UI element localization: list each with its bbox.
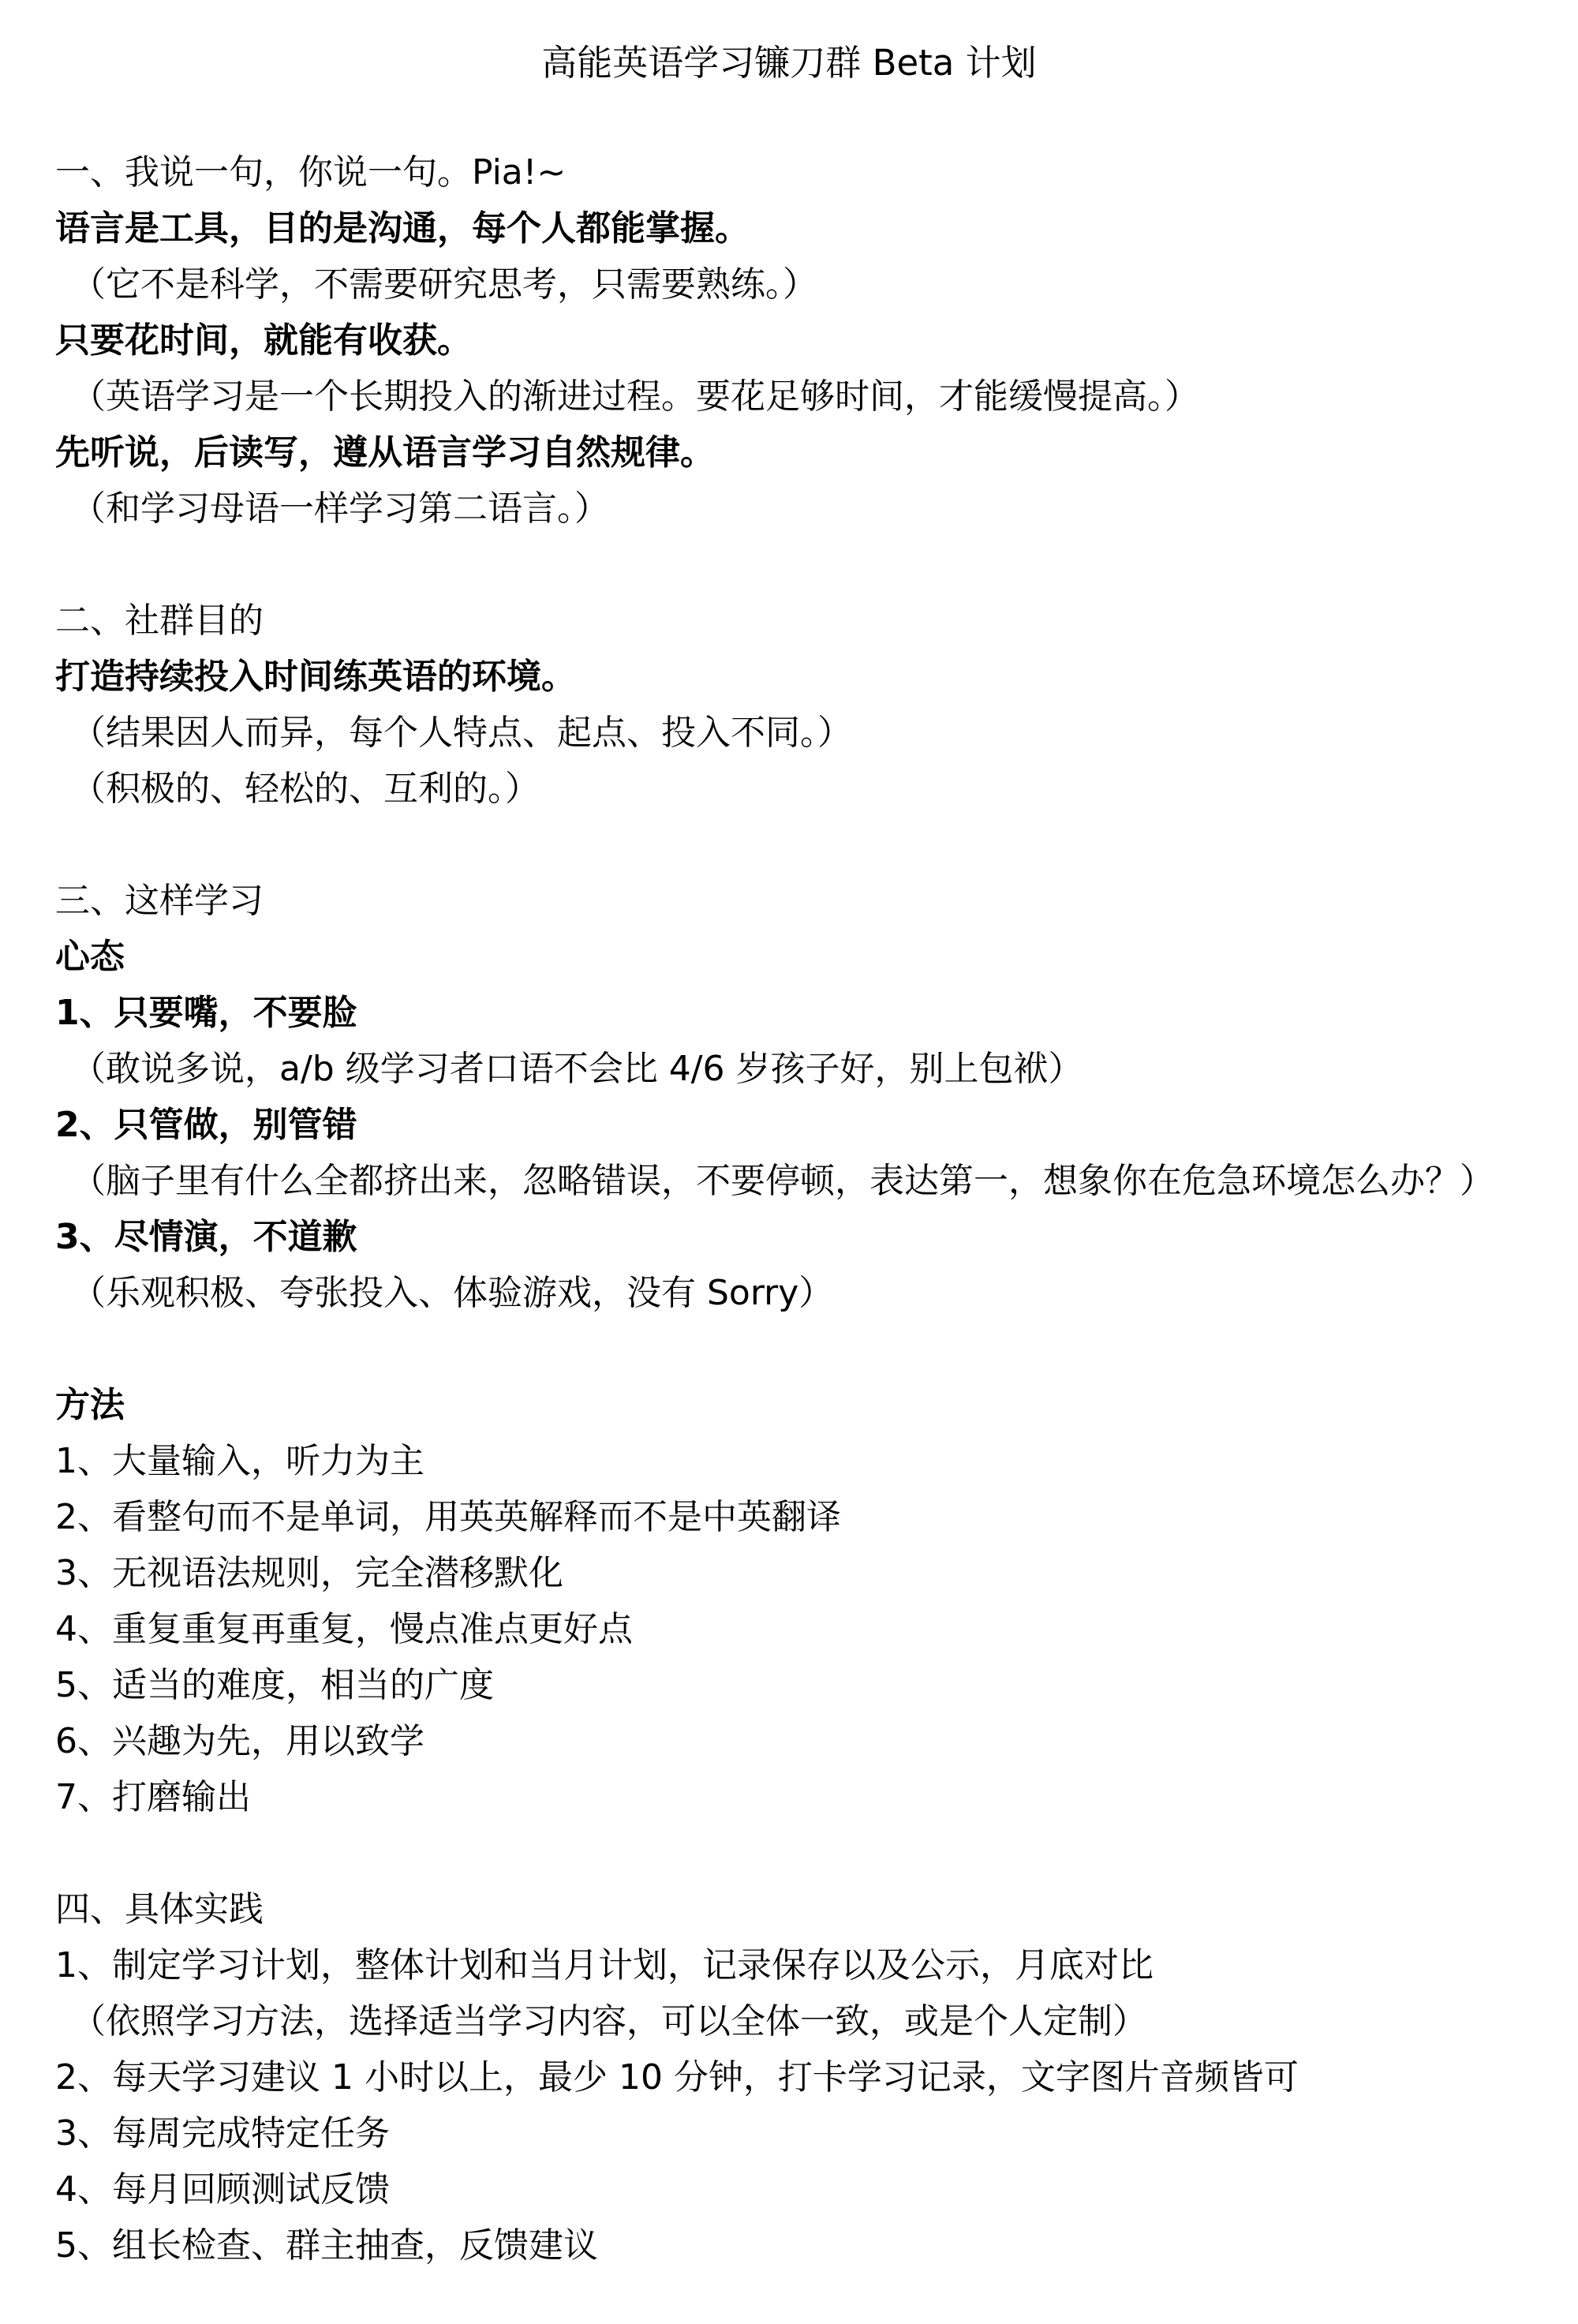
spacer — [55, 537, 1554, 593]
goal-note: （积极的、轻松的、互利的。） — [71, 769, 540, 809]
mindset-item: 1、只要嘴，不要脸 — [55, 993, 357, 1033]
practice-item: 1、制定学习计划，整体计划和当月计划，记录保存以及公示，月底对比 — [55, 1945, 1154, 1985]
goal-text: 打造持续投入时间练英语的环境。 — [55, 657, 576, 697]
practice-item: 4、每月回顾测试反馈 — [55, 2169, 390, 2210]
principle-text: 只要花时间，就能有收获。 — [55, 320, 472, 361]
principle-text: 语言是工具，目的是沟通，每个人都能掌握。 — [55, 208, 750, 249]
method-item: 5、适当的难度，相当的广度 — [55, 1665, 494, 1705]
section-heading: 三、这样学习 — [55, 881, 264, 921]
document-body — [55, 144, 1554, 2273]
goal-note: （结果因人而异，每个人特点、起点、投入不同。） — [71, 713, 852, 753]
spacer — [55, 1321, 1554, 1377]
method-item: 7、打磨输出 — [55, 1777, 251, 1817]
mindset-item: 3、尽情演，不道歉 — [55, 1217, 357, 1257]
practice-item: 2、每天学习建议 1 小时以上，最少 10 分钟，打卡学习记录，文字图片音频皆可 — [55, 2057, 1299, 2098]
method-item: 3、无视语法规则，完全潜移默化 — [55, 1553, 563, 1593]
section-heading: 四、具体实践 — [55, 1889, 264, 1929]
mindset-note: （乐观积极、夸张投入、体验游戏，没有 Sorry） — [71, 1273, 834, 1313]
principle-note: （它不是科学，不需要研究思考，只需要熟练。） — [71, 264, 817, 305]
method-heading: 方法 — [55, 1385, 125, 1425]
method-item: 4、重复重复再重复，慢点准点更好点 — [55, 1609, 633, 1649]
mindset-heading: 心态 — [55, 937, 125, 977]
method-item: 6、兴趣为先，用以致学 — [55, 1721, 424, 1761]
spacer — [55, 1825, 1554, 1881]
method-item: 1、大量输入，听力为主 — [55, 1441, 424, 1481]
practice-item: 3、每周完成特定任务 — [55, 2113, 390, 2154]
method-item: 2、看整句而不是单词，用英英解释而不是中英翻译 — [55, 1497, 841, 1537]
section-heading: 一、我说一句，你说一句。Pia!~ — [55, 152, 567, 193]
spacer — [55, 817, 1554, 873]
section-heading: 二、社群目的 — [55, 601, 264, 641]
practice-note: （依照学习方法，选择适当学习内容，可以全体一致，或是个人定制） — [71, 2001, 1147, 2041]
mindset-item: 2、只管做，别管错 — [55, 1105, 357, 1145]
mindset-note: （脑子里有什么全都挤出来，忽略错误，不要停顿，表达第一，想象你在危急环境怎么办？） — [71, 1161, 1494, 1201]
principle-text: 先听说，后读写，遵从语言学习自然规律。 — [55, 432, 715, 473]
practice-item: 5、组长检查、群主抽查，反馈建议 — [55, 2225, 598, 2266]
principle-note: （和学习母语一样学习第二语言。） — [71, 488, 609, 529]
principle-note: （英语学习是一个长期投入的渐进过程。要花足够时间，才能缓慢提高。） — [71, 376, 1199, 417]
document-title: 高能英语学习镰刀群 Beta 计划 — [541, 42, 1037, 84]
mindset-note: （敢说多说，a/b 级学习者口语不会比 4/6 岁孩子好，别上包袱） — [71, 1049, 1083, 1089]
